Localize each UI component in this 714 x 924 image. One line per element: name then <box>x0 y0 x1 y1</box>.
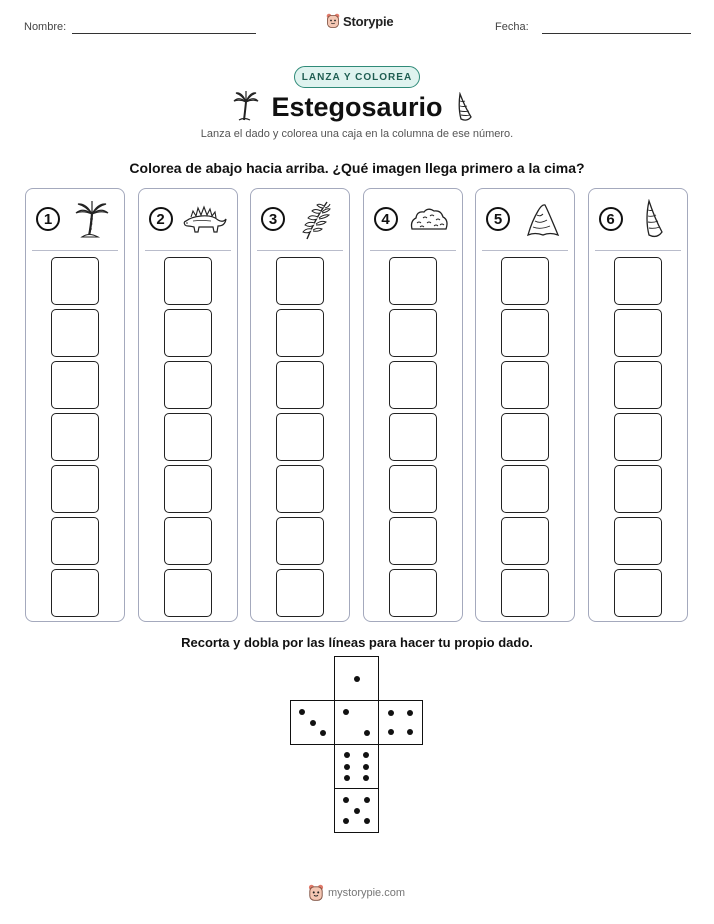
column-3 <box>250 188 350 622</box>
stegosaurus-icon <box>181 199 227 241</box>
column-4 <box>363 188 463 622</box>
die-pip <box>299 709 305 715</box>
color-box[interactable] <box>276 569 324 617</box>
die-pip <box>364 730 370 736</box>
fern-leaf-icon <box>295 199 337 241</box>
tooth-icon <box>520 199 562 241</box>
die-pip <box>344 775 350 781</box>
die-pip <box>343 797 349 803</box>
color-box[interactable] <box>389 413 437 461</box>
color-box[interactable] <box>164 413 212 461</box>
brand-logo <box>326 13 393 29</box>
color-box[interactable] <box>51 309 99 357</box>
color-box[interactable] <box>614 465 662 513</box>
column-6 <box>588 188 688 622</box>
color-box[interactable] <box>51 257 99 305</box>
color-box[interactable] <box>164 257 212 305</box>
cut-instruction: Recorta y dobla por las líneas para hacer tu propio dado. <box>181 635 533 650</box>
instruction-heading: Colorea de abajo hacia arriba. ¿Qué imagen llega primero a la cima? <box>129 160 585 176</box>
color-box[interactable] <box>276 309 324 357</box>
color-box[interactable] <box>614 413 662 461</box>
color-box[interactable] <box>389 517 437 565</box>
column-divider <box>32 250 118 251</box>
column-divider <box>145 250 231 251</box>
die-face-4[interactable] <box>378 700 423 745</box>
color-box[interactable] <box>501 413 549 461</box>
color-box[interactable] <box>164 361 212 409</box>
bush-icon <box>408 199 450 241</box>
brand-name: Storypie <box>343 13 394 29</box>
die-pip <box>344 752 350 758</box>
color-box[interactable] <box>614 569 662 617</box>
column-divider <box>595 250 681 251</box>
column-number: 6 <box>599 207 623 231</box>
color-box[interactable] <box>501 257 549 305</box>
die-face-3[interactable] <box>290 700 335 745</box>
die-pip <box>363 775 369 781</box>
color-box[interactable] <box>501 361 549 409</box>
column-number: 2 <box>149 207 173 231</box>
color-box[interactable] <box>51 361 99 409</box>
color-box[interactable] <box>614 361 662 409</box>
date-label: Fecha: <box>495 21 529 33</box>
storypie-mascot-icon <box>326 13 340 29</box>
color-box[interactable] <box>276 517 324 565</box>
name-label: Nombre: <box>24 21 67 33</box>
page-subtitle: Lanza el dado y colorea una caja en la columna de ese número. <box>200 128 514 140</box>
color-box[interactable] <box>614 309 662 357</box>
die-pip <box>310 720 316 726</box>
color-box[interactable] <box>501 465 549 513</box>
color-box[interactable] <box>501 517 549 565</box>
color-box[interactable] <box>164 309 212 357</box>
page-title: Estegosaurio <box>271 92 443 122</box>
die-pip <box>407 729 413 735</box>
die-face-2[interactable] <box>334 700 379 745</box>
name-line[interactable] <box>72 33 256 34</box>
date-line[interactable] <box>542 33 691 34</box>
color-box[interactable] <box>51 465 99 513</box>
die-pip <box>354 808 360 814</box>
die-pip <box>407 710 413 716</box>
color-box[interactable] <box>51 413 99 461</box>
color-box[interactable] <box>389 361 437 409</box>
column-number: 3 <box>261 207 285 231</box>
footer <box>308 884 405 902</box>
horn-icon <box>633 199 675 241</box>
color-box[interactable] <box>614 517 662 565</box>
color-box[interactable] <box>164 465 212 513</box>
color-box[interactable] <box>501 309 549 357</box>
die-face-6[interactable] <box>334 744 379 789</box>
die-pip <box>343 709 349 715</box>
column-divider <box>257 250 343 251</box>
die-pip <box>343 818 349 824</box>
column-2 <box>138 188 238 622</box>
die-pip <box>363 764 369 770</box>
color-box[interactable] <box>276 361 324 409</box>
die-face-1[interactable] <box>334 656 379 701</box>
die-pip <box>388 729 394 735</box>
die-pip <box>363 752 369 758</box>
color-box[interactable] <box>276 257 324 305</box>
horn-icon <box>455 92 475 122</box>
color-box[interactable] <box>164 569 212 617</box>
storypie-mascot-icon <box>308 884 324 902</box>
column-number: 4 <box>374 207 398 231</box>
activity-badge: LANZA Y COLOREA <box>294 66 420 88</box>
column-5 <box>475 188 575 622</box>
color-box[interactable] <box>51 569 99 617</box>
color-box[interactable] <box>389 257 437 305</box>
column-divider <box>370 250 456 251</box>
die-pip <box>320 730 326 736</box>
die-pip <box>344 764 350 770</box>
color-box[interactable] <box>389 465 437 513</box>
die-pip <box>354 676 360 682</box>
die-pip <box>364 818 370 824</box>
die-pip <box>364 797 370 803</box>
column-number: 5 <box>486 207 510 231</box>
column-1 <box>25 188 125 622</box>
color-box[interactable] <box>51 517 99 565</box>
color-box[interactable] <box>276 413 324 461</box>
palm-tree-icon <box>70 199 112 241</box>
die-face-5[interactable] <box>334 788 379 833</box>
column-number: 1 <box>36 207 60 231</box>
color-box[interactable] <box>164 517 212 565</box>
column-divider <box>482 250 568 251</box>
color-box[interactable] <box>501 569 549 617</box>
footer-url[interactable]: mystorypie.com <box>328 887 406 899</box>
color-box[interactable] <box>614 257 662 305</box>
color-box[interactable] <box>276 465 324 513</box>
color-box[interactable] <box>389 569 437 617</box>
die-pip <box>388 710 394 716</box>
color-box[interactable] <box>389 309 437 357</box>
